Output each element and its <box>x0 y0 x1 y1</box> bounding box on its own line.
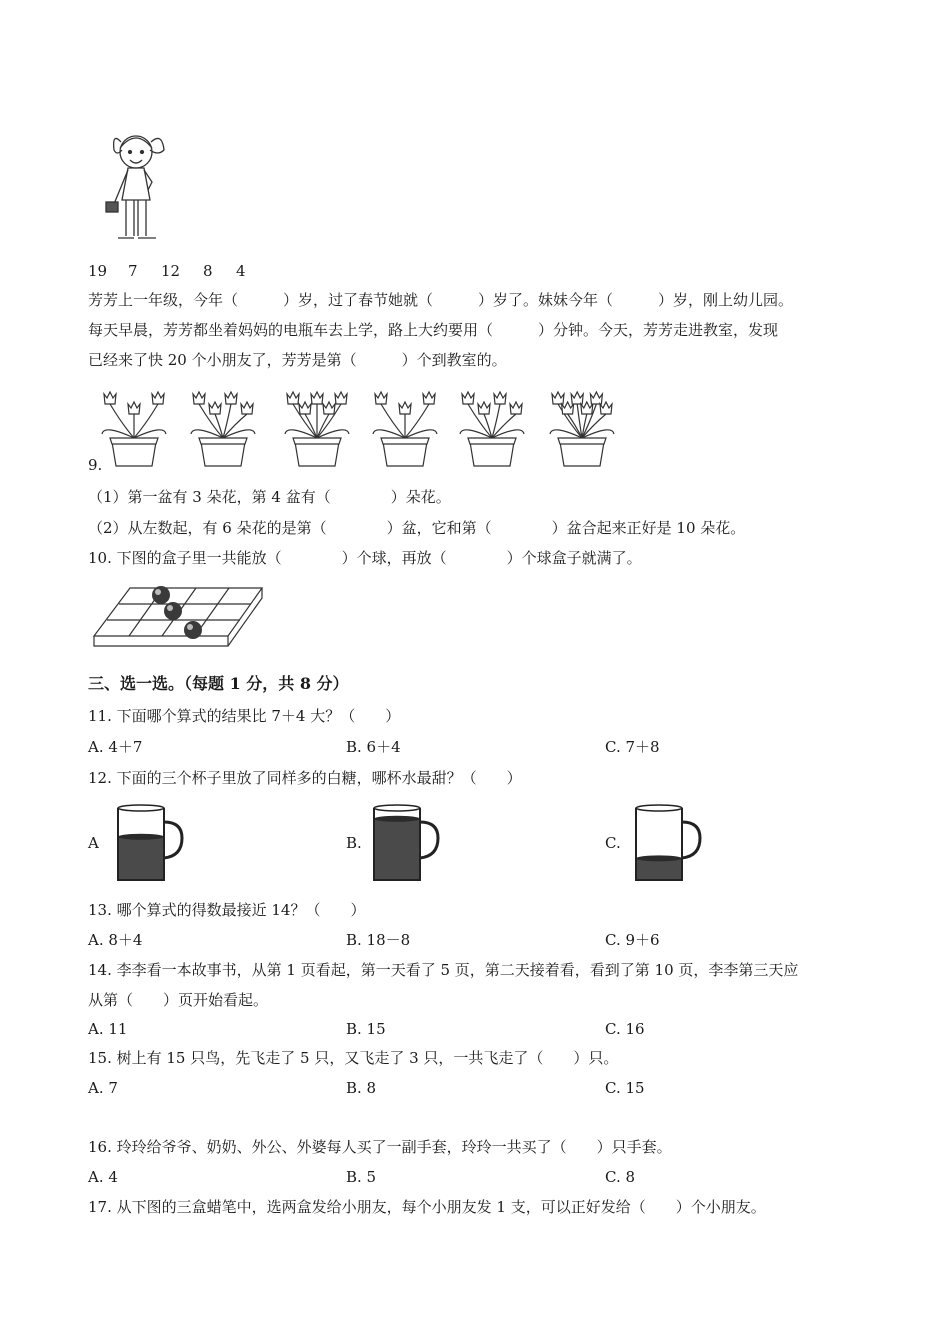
flower-pot-6 <box>550 392 614 466</box>
flower <box>375 392 387 404</box>
flower <box>225 392 237 404</box>
flower <box>494 392 506 404</box>
flower-pot-2 <box>191 392 255 466</box>
water-level <box>118 837 164 880</box>
girl-illustration <box>92 120 172 248</box>
balls <box>152 586 202 639</box>
cup-rim <box>118 805 164 811</box>
q14-option-c[interactable]: C. 16 <box>605 1020 645 1038</box>
q11-option-a[interactable]: A. 4＋7 <box>88 738 143 756</box>
flower <box>571 392 583 404</box>
q9-sub-1: （1）第一盆有 3 朵花，第 4 盆有（ ）朵花。 <box>88 488 451 506</box>
number-4: 4 <box>236 262 246 280</box>
q15-option-b[interactable]: B. 8 <box>346 1079 377 1097</box>
cup-rim <box>636 805 682 811</box>
q14-option-a[interactable]: A. 11 <box>88 1020 128 1038</box>
q13-option-a[interactable]: A. 8＋4 <box>88 931 143 949</box>
q16-option-c[interactable]: C. 8 <box>605 1168 636 1186</box>
q12-label-a[interactable]: A <box>88 834 99 852</box>
cup-b <box>370 802 442 884</box>
water-surface <box>636 855 682 861</box>
q9-sub-2: （2）从左数起，有 6 朵花的是第（ ）盆，它和第（ ）盆合起来正好是 10 朵花。 <box>88 519 746 537</box>
q16-option-b[interactable]: B. 5 <box>346 1168 377 1186</box>
water-level <box>636 858 682 880</box>
q15-text: 15. 树上有 15 只鸟，先飞走了 5 只，又飞走了 3 只，一共飞走了（ ）只。 <box>88 1049 619 1067</box>
flower-pot-1 <box>102 392 166 466</box>
flower <box>323 402 335 414</box>
q17-text: 17. 从下图的三盒蜡笔中，选两盒发给小朋友，每个小朋友发 1 支，可以正好发给（ ）个小朋友。 <box>88 1198 766 1216</box>
cup-handle <box>164 822 182 858</box>
cup-rim <box>374 805 420 811</box>
q13-option-b[interactable]: B. 18－8 <box>346 931 411 949</box>
q12-text: 12. 下面的三个杯子里放了同样多的白糖，哪杯水最甜？（ ） <box>88 769 522 787</box>
cup-c <box>632 802 704 884</box>
flower <box>311 392 323 404</box>
water-surface <box>374 816 420 822</box>
flower <box>335 392 347 404</box>
q16-text: 16. 玲玲给爷爷、奶奶、外公、外婆每人买了一副手套，玲玲一共买了（ ）只手套。 <box>88 1138 672 1156</box>
flower <box>552 392 564 404</box>
flower-pot-4 <box>373 392 437 466</box>
flower <box>423 392 435 404</box>
cup-handle <box>420 822 438 858</box>
q15-option-c[interactable]: C. 15 <box>605 1079 645 1097</box>
water-level <box>374 819 420 880</box>
number-2: 12 <box>161 262 181 280</box>
number-3: 8 <box>203 262 213 280</box>
flower <box>209 402 221 414</box>
flower <box>399 402 411 414</box>
q13-option-c[interactable]: C. 9＋6 <box>605 931 660 949</box>
q13-text: 13. 哪个算式的得数最接近 14？（ ） <box>88 901 366 919</box>
flower-pot-3 <box>285 392 349 466</box>
q15-option-a[interactable]: A. 7 <box>88 1079 118 1097</box>
q11-option-b[interactable]: B. 6＋4 <box>346 738 401 756</box>
flower <box>462 392 474 404</box>
flower-pots-illustration <box>100 380 640 470</box>
flower <box>510 402 522 414</box>
q16-option-a[interactable]: A. 4 <box>88 1168 118 1186</box>
q9-number: 9. <box>88 456 103 474</box>
q14-line-2: 从第（ ）页开始看起。 <box>88 991 269 1009</box>
flower <box>128 402 140 414</box>
ball-box-illustration <box>90 582 265 652</box>
q12-label-b[interactable]: B. <box>346 834 362 852</box>
flower <box>241 402 253 414</box>
flower <box>152 392 164 404</box>
cup-handle <box>682 822 700 858</box>
flower <box>287 392 299 404</box>
flower <box>193 392 205 404</box>
q8-line-1: 芳芳上一年级，今年（ ）岁，过了春节她就（ ）岁了。妹妹今年（ ）岁，刚上幼儿园。 <box>88 291 794 309</box>
water-surface <box>118 834 164 840</box>
flower <box>590 392 602 404</box>
q12-label-c[interactable]: C. <box>605 834 621 852</box>
cup-a <box>114 802 186 884</box>
number-1: 7 <box>128 262 138 280</box>
flower <box>478 402 490 414</box>
flower <box>104 392 116 404</box>
q10-text: 10. 下图的盒子里一共能放（ ）个球，再放（ ）个球盒子就满了。 <box>88 549 642 567</box>
flower-pot-5 <box>460 392 524 466</box>
flower <box>299 402 311 414</box>
q11-text: 11. 下面哪个算式的结果比 7＋4 大？（ ） <box>88 707 401 725</box>
number-0: 19 <box>88 262 108 280</box>
q14-line-1: 14. 李李看一本故事书，从第 1 页看起，第一天看了 5 页，第二天接着看，看到了第 10 页，李李第三天应 <box>88 961 799 979</box>
q8-line-2: 每天早晨，芳芳都坐着妈妈的电瓶车去上学，路上大约要用（ ）分钟。今天，芳芳走进教室，发现 <box>88 321 779 339</box>
q14-option-b[interactable]: B. 15 <box>346 1020 386 1038</box>
q11-option-c[interactable]: C. 7＋8 <box>605 738 660 756</box>
q8-line-3: 已经来了快 20 个小朋友了，芳芳是第（ ）个到教室的。 <box>88 351 507 369</box>
section-3-title: 三、选一选。（每题 1 分，共 8 分） <box>88 674 349 693</box>
